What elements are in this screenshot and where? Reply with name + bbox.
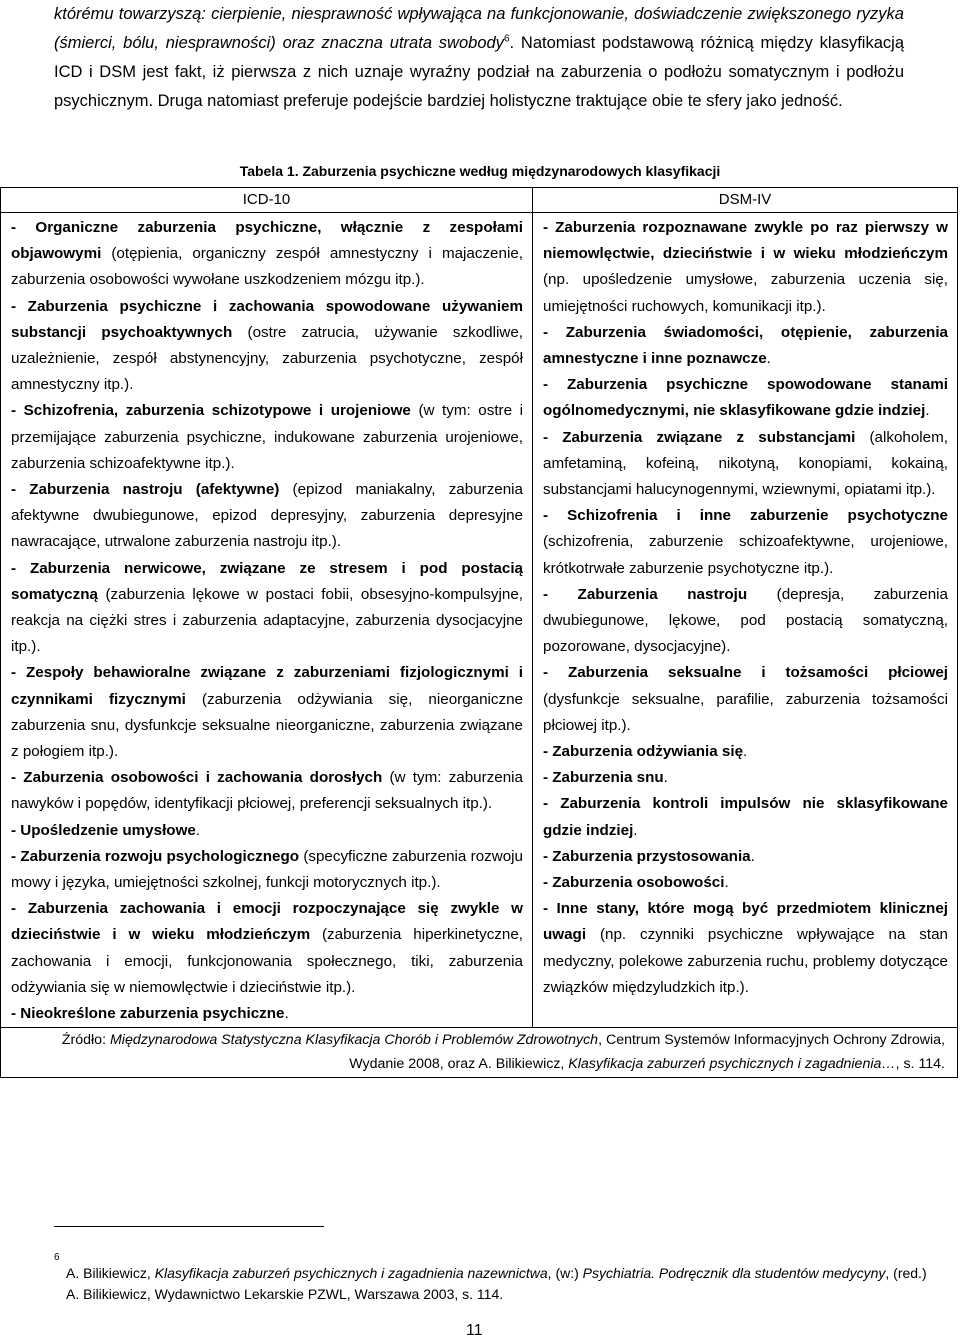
dsm4-column: [533, 213, 958, 1028]
dsm4-item: [543, 870, 948, 896]
icd10-item-details: (zaburzenia lękowe w postaci fobii, obsesyjno-kompulsyjne, reakcja na ciężki stres i zaburzenia adaptacyjne, zaburzenia dysocjacyjne itp.).: [11, 585, 523, 656]
dsm4-item-details: .: [750, 847, 755, 865]
dsm4-item: [543, 896, 948, 1001]
icd10-item: [11, 215, 523, 294]
dsm4-item-title: - Zaburzenia osobowości: [543, 874, 725, 892]
icd10-item-details: (otępienia, organiczny zespół amnestyczny i majaczenie, zaburzenia osobowości wywołane uszkodzeniem mózgu itp.).: [11, 245, 523, 289]
icd10-item-title: - Zaburzenia nerwicowe, związane ze stresem i pod postacią somatyczną: [11, 559, 523, 603]
icd10-item-title: - Nieokreślone zaburzenia psychiczne: [11, 1005, 285, 1023]
page-number: 11: [466, 1322, 483, 1339]
source-mid: , Centrum Systemów Informacyjnych Ochrony Zdrowia, Wydanie 2008, oraz A. Bilikiewicz,: [349, 1032, 945, 1072]
icd10-item-details: (w tym: ostre i przemijające zaburzenia psychiczne, indukowane zaburzenia urojeniowe, zaburzenia schizoafektywne itp.).: [11, 402, 523, 472]
source-title-1: Międzynarodowa Statystyczna Klasyfikacja Chorób i Problemów Zdrowotnych: [109, 1032, 599, 1049]
dsm4-item: [543, 765, 948, 791]
footnote-author: A. Bilikiewicz,: [66, 1265, 155, 1281]
dsm4-item-title: - Zaburzenia snu: [543, 769, 664, 787]
footnote-title: Klasyfikacja zaburzeń psychicznych i zagadnienia nazewnictwa: [154, 1265, 548, 1281]
icd10-item: [11, 896, 523, 1001]
icd10-item-title: - Zaburzenia osobowości i zachowania dorosłych: [11, 769, 383, 787]
dsm4-item: [543, 425, 948, 504]
source-title-2: Klasyfikacja zaburzeń psychicznych i zagadnienia…: [568, 1055, 896, 1072]
dsm4-item-title: - Zaburzenia świadomości, otępienie, zaburzenia amnestyczne i inne poznawcze: [543, 323, 948, 368]
header-dsm4: DSM-IV: [533, 188, 958, 213]
dsm4-item-title: - Zaburzenia związane z substancjami: [543, 428, 856, 446]
icd10-item-title: - Zaburzenia nastroju (afektywne): [11, 481, 280, 499]
dsm4-item-title: - Schizofrenia i inne zaburzenie psychotyczne: [543, 507, 948, 525]
dsm4-item-title: - Zaburzenia nastroju: [543, 585, 748, 603]
footnote: 6 A. Bilikiewicz, Klasyfikacja zaburzeń psychicznych i zagadnienia nazewnictwa, (w:) Psychiatria. Podręcznik dla studentów medycyny, (red.) A. Bilikiewicz, Wydawnictwo Lekarskie PZWL, Warszawa 2003, s. 114.: [54, 1263, 934, 1305]
icd10-item: [11, 660, 523, 765]
dsm4-item-details: .: [724, 874, 729, 892]
icd10-item-details: (ostre zatrucia, używanie szkodliwe, uzależnienie, zespół abstynencyjny, zaburzenia psychotyczne, zespół amnestyczny itp.).: [11, 323, 523, 394]
icd10-item-details: .: [284, 1005, 289, 1023]
intro-paragraph: [54, 0, 904, 116]
dsm4-item-details: (schizofrenia, zaburzenie schizoafektywne, urojeniowe, krótkotrwałe zaburzenie psychotyczne itp.).: [543, 533, 948, 577]
intro-text: . Natomiast podstawową różnicą między klasyfikacją ICD i DSM jest fakt, iż pierwsza z nich uznaje wyraźny podział na zaburzenia o podłożu somatycznym i podłożu psychicznym.: [54, 34, 904, 110]
icd10-item: [11, 398, 523, 477]
dsm4-item-details: .: [743, 743, 748, 761]
icd10-item-title: - Zespoły behawioralne związane z zaburzeniami fizjologicznymi i czynnikami fizycznymi: [11, 664, 523, 708]
table-source: [1, 1028, 958, 1078]
dsm4-item-details: .: [766, 350, 771, 368]
dsm4-item-details: .: [925, 402, 930, 420]
icd10-item: [11, 1001, 523, 1027]
source-label: Źródło:: [61, 1032, 110, 1049]
source-end: , s. 114.: [895, 1055, 945, 1072]
footnote-in: , (w:): [547, 1265, 583, 1281]
dsm4-item-title: - Zaburzenia psychiczne spowodowane stanami ogólnomedycznymi, nie sklasyfikowane gdzie indziej: [543, 376, 948, 420]
dsm4-item: [543, 503, 948, 582]
icd10-item: [11, 818, 523, 844]
icd10-item-title: - Upośledzenie umysłowe: [11, 821, 196, 839]
dsm4-item-title: - Zaburzenia seksualne i tożsamości płciowej: [543, 664, 948, 682]
icd10-item: [11, 556, 523, 661]
footnote-body: [54, 1263, 934, 1305]
icd10-item: [11, 294, 523, 399]
intro-text-2: Druga natomiast preferuje podejście bardziej holistyczne traktujące obie te sfery jako jedność.: [153, 92, 843, 110]
dsm4-item-details: .: [663, 769, 668, 787]
dsm4-item-title: - Zaburzenia rozpoznawane zwykle po raz pierwszy w niemowlęctwie, dzieciństwie i w wieku młodzieńczym: [543, 219, 948, 263]
icd10-item-title: - Zaburzenia psychiczne i zachowania spowodowane używaniem substancji psychoaktywnych: [11, 297, 523, 341]
classification-table: [0, 187, 958, 1078]
icd10-item-title: - Organiczne zaburzenia psychiczne, włącznie z zespołami objawowymi: [11, 219, 523, 263]
dsm4-item-title: - Zaburzenia kontroli impulsów nie sklasyfikowane gdzie indziej: [543, 795, 948, 839]
table-caption: Tabela 1. Zaburzenia psychiczne według międzynarodowych klasyfikacji: [239, 163, 721, 179]
dsm4-item: [543, 791, 948, 843]
header-icd10: ICD-10: [1, 188, 533, 213]
intro-italic-text: którému towarzyszą: cierpienie, niesprawność wpływająca na funkcjonowanie, doświadczenie zwiększonego ryzyka (śmierci, bólu, niesprawności) oraz znaczna utrata swobody: [54, 5, 904, 52]
dsm4-item: [543, 215, 948, 320]
dsm4-item-details: (dysfunkcje seksualne, parafilie, zaburzenia tożsamości płciowej itp.).: [543, 690, 948, 734]
icd10-item-details: (epizod maniakalny, zaburzenia afektywne dwubiegunowe, epizod depresyjny, zaburzenia depresyjne nawracające, utrwalone zaburzenia nastroju itp.).: [11, 481, 524, 551]
icd10-item: [11, 765, 523, 817]
icd10-item-details: (specyficzne zaburzenia rozwoju mowy i języka, umiejętności szkolnej, funkcji motorycznych itp.).: [11, 847, 523, 892]
icd10-item-title: - Zaburzenia rozwoju psychologicznego: [11, 847, 300, 865]
footnote-book: Psychiatria. Podręcznik dla studentów medycyny: [582, 1265, 886, 1281]
dsm4-item-details: (alkoholem, amfetaminą, kofeiną, nikotyną, konopiami, kokainą, substancjami halucynogennymi, wziewnymi, opiatami itp.).: [543, 428, 948, 499]
footnote-ref[interactable]: 6: [503, 33, 510, 45]
icd10-item-details: (zaburzenia odżywiania się, nieorganiczne zaburzenia snu, dysfunkcje seksualne nieorganiczne, zaburzenia związane z połogiem itp.).: [11, 690, 523, 761]
dsm4-item-details: .: [633, 821, 638, 839]
dsm4-item: [543, 582, 948, 661]
dsm4-item-title: - Zaburzenia odżywiania się: [543, 743, 744, 761]
table-source-row: [1, 1028, 958, 1078]
dsm4-item: [543, 660, 948, 739]
icd10-item-details: .: [195, 821, 201, 839]
dsm4-item-title: - Zaburzenia przystosowania: [543, 847, 751, 865]
icd10-column: [1, 213, 533, 1028]
icd10-item-details: (w tym: zaburzenia nawyków i popędów, identyfikacji płciowej, preferencji seksualnych itp.).: [11, 769, 523, 813]
dsm4-item: [543, 320, 948, 372]
dsm4-item: [543, 372, 948, 424]
icd10-item-title: - Zaburzenia zachowania i emocji rozpoczynające się zwykle w dzieciństwie i w wieku młodzieńczym: [11, 900, 523, 944]
dsm4-item: [543, 739, 948, 765]
icd10-item: [11, 477, 523, 556]
footnote-rest: , (red.) A. Bilikiewicz, Wydawnictwo Lekarskie PZWL, Warszawa 2003, s. 114.: [66, 1265, 927, 1302]
icd10-item: [11, 844, 523, 896]
dsm4-item-details: (np. upośledzenie umysłowe, zaburzenia uczenia się, umiejętności ruchowych, komunikacji itp.).: [543, 271, 948, 315]
dsm4-item-title: - Inne stany, które mogą być przedmiotem klinicznej uwagi: [543, 900, 948, 944]
icd10-item-title: - Schizofrenia, zaburzenia schizotypowe i urojeniowe: [11, 402, 411, 420]
footnote-separator: [54, 1226, 324, 1227]
icd10-item-details: (zaburzenia hiperkinetyczne, zachowania i emocji, funkcjonowania społecznego, tiki, zaburzenia odżywiania się w niemowlęctwie i dzieciństwie itp.).: [11, 926, 523, 996]
dsm4-item-details: (depresja, zaburzenia dwubiegunowe, lękowe, pod postacią somatyczną, pozorowane, dysocjacyjne).: [543, 585, 948, 656]
dsm4-item: [543, 844, 948, 870]
table-header-row: [1, 188, 958, 213]
dsm4-item-details: (np. czynniki psychiczne wpływające na stan medyczny, polekowe zaburzenia ruchu, problemy dotyczące związków międzyludzkich itp.).: [543, 926, 948, 996]
table-body-row: [1, 213, 958, 1028]
